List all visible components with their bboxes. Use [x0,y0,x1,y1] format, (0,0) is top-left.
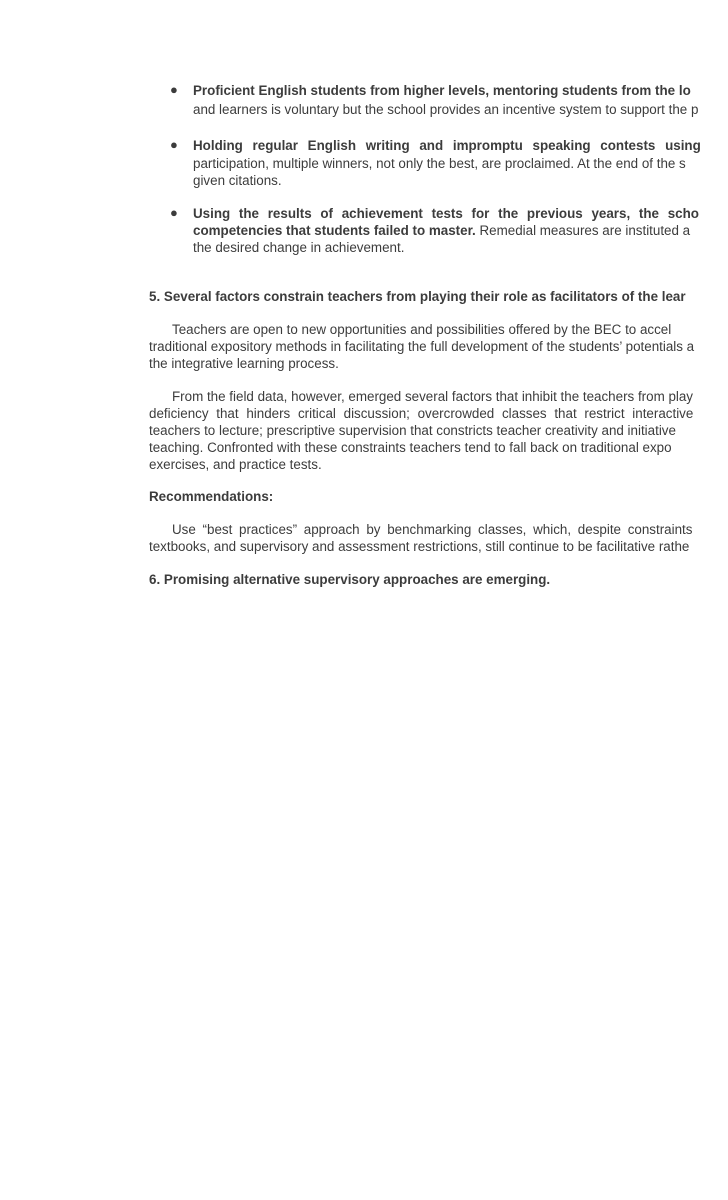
paragraph-line: From the field data, however, emerged several factors that inhibit the teachers from play [172,389,694,404]
recommendations-heading: Recommendations: [149,489,274,504]
bullet-2-line-3: given citations. [193,173,282,188]
section-5-heading: 5. Several factors constrain teachers from playing their role as facilitators of the lear [149,289,686,304]
bullet-2-line-1: Holding regular English writing and impromptu speaking contests using [193,138,701,153]
bullet-1-line-1: Proficient English students from higher levels, mentoring students from the lo [193,83,691,98]
paragraph-line: traditional expository methods in facilitating the full development of the students’ potentials a [149,339,695,354]
bullet-3-bold-phrase: competencies that students failed to master. [193,223,476,238]
paragraph-line: teachers to lecture; prescriptive supervision that constricts teacher creativity and initiative [149,423,676,438]
paragraph-line: teaching. Confronted with these constraints teachers tend to fall back on traditional expo [149,440,672,455]
bullet-marker: ● [170,82,178,97]
bullet-3-continuation: Remedial measures are instituted a [475,223,691,238]
paragraph-line: the integrative learning process. [149,356,339,371]
bullet-marker: ● [170,205,178,220]
paragraph-line: Teachers are open to new opportunities and possibilities offered by the BEC to accel [172,322,672,337]
paragraph-line: Use “best practices” approach by benchmarking classes, which, despite constraints [172,522,693,537]
bullet-1-line-2: and learners is voluntary but the school provides an incentive system to support the p [193,102,699,117]
paragraph-line: textbooks, and supervisory and assessment restrictions, still continue to be facilitative rathe [149,539,690,554]
paragraph-line: deficiency that hinders critical discussion; overcrowded classes that restrict interactive [149,406,694,421]
section-6-heading: 6. Promising alternative supervisory approaches are emerging. [149,572,551,587]
paragraph-line: exercises, and practice tests. [149,457,322,472]
bullet-3-line-2 [193,222,690,239]
bullet-2-line-2: participation, multiple winners, not only the best, are proclaimed. At the end of the s [193,156,686,171]
bullet-3-line-1: Using the results of achievement tests for the previous years, the scho [193,206,699,221]
bullet-3-line-3: the desired change in achievement. [193,240,405,255]
bullet-marker: ● [170,137,178,152]
